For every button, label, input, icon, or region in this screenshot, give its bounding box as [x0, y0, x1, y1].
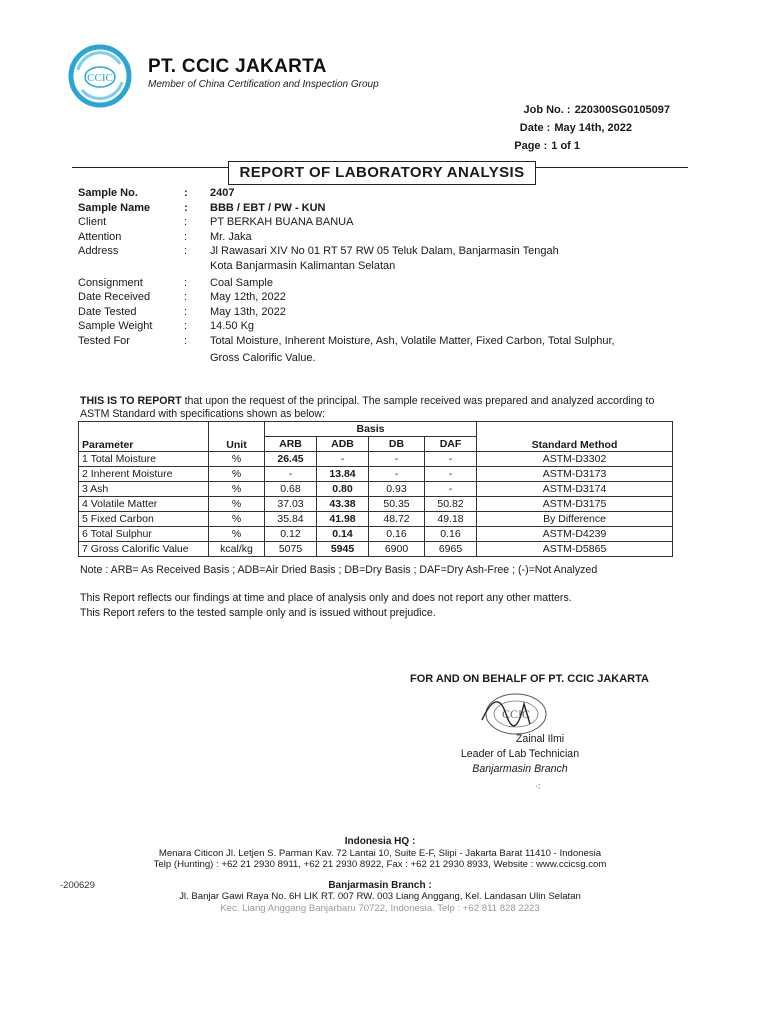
info-colon: :	[184, 305, 188, 318]
info-colon: :	[184, 216, 188, 229]
cell-db: 6900	[369, 542, 425, 557]
cell-arb: 26.45	[265, 452, 317, 467]
info-value: Gross Calorific Value.	[210, 351, 316, 364]
info-row	[78, 305, 678, 320]
info-colon: :	[184, 291, 188, 304]
cell-unit: %	[209, 467, 265, 482]
signer-name: Zainal Ilmi	[515, 733, 565, 745]
cell-unit: %	[209, 452, 265, 467]
cell-adb: 43.38	[317, 497, 369, 512]
cell-db: 0.16	[369, 527, 425, 542]
branch-title: Banjarmasin Branch :	[328, 879, 432, 891]
info-label: Sample Name	[78, 201, 151, 214]
info-colon	[184, 259, 210, 274]
cell-arb: 5075	[265, 542, 317, 557]
table-row	[79, 542, 673, 557]
cell-parameter: 3 Ash	[79, 482, 209, 497]
document-number: -200629	[60, 880, 95, 891]
info-label: Address	[78, 245, 119, 258]
cell-parameter: 5 Fixed Carbon	[79, 512, 209, 527]
cell-method: By Difference	[477, 512, 673, 527]
cell-daf: 6965	[425, 542, 477, 557]
ccic-logo	[68, 44, 132, 108]
info-value: 2407	[210, 187, 235, 199]
cell-parameter: 6 Total Sulphur	[79, 527, 209, 542]
header-daf: DAF	[425, 437, 477, 452]
info-colon	[184, 351, 210, 366]
header-parameter: Parameter	[79, 422, 209, 452]
report-meta	[470, 104, 670, 158]
signer-role: Leader of Lab Technician	[460, 748, 580, 760]
cell-parameter: 1 Total Moisture	[79, 452, 209, 467]
info-label: Sample Weight	[78, 320, 153, 333]
cell-arb: 37.03	[265, 497, 317, 512]
info-label	[78, 259, 184, 274]
table-row	[79, 527, 673, 542]
intro-lead: THIS IS TO REPORT	[80, 395, 182, 407]
info-colon: :	[184, 187, 188, 199]
info-value: Jl Rawasari XIV No 01 RT 57 RW 05 Teluk Dalam, Banjarmasin Tengah	[210, 245, 559, 258]
table-row	[79, 497, 673, 512]
cell-unit: %	[209, 512, 265, 527]
info-row	[78, 319, 678, 334]
remark-line: This Report reflects our findings at time and place of analysis only and does not report any other matters.	[80, 592, 572, 604]
cell-daf: -	[425, 467, 477, 482]
cell-method: ASTM-D4239	[477, 527, 673, 542]
cell-adb: 0.80	[317, 482, 369, 497]
remark-line: This Report refers to the tested sample only and is issued without prejudice.	[80, 607, 436, 619]
hq-address: Menara Citicon Jl. Letjen S. Parman Kav. 72 Lantai 10, Suite E-F, Slipi - Jakarta Barat 11410 - Indonesia	[158, 847, 602, 859]
info-row	[78, 186, 678, 201]
logo-text: CCIC	[87, 72, 113, 84]
info-row	[78, 201, 678, 216]
info-label: Sample No.	[78, 187, 138, 199]
basis-note: Note : ARB= As Received Basis ; ADB=Air Dried Basis ; DB=Dry Basis ; DAF=Dry Ash-Free ; (-)=Not Analyzed	[80, 564, 598, 576]
company-subtitle: Member of China Certification and Inspection Group	[148, 79, 379, 90]
table-row	[79, 482, 673, 497]
behalf-line: FOR AND ON BEHALF OF PT. CCIC JAKARTA	[410, 673, 649, 685]
page-label: Page :	[514, 140, 548, 152]
cell-db: -	[369, 467, 425, 482]
job-no-label: Job No. :	[523, 104, 571, 116]
cell-method: ASTM-D5865	[477, 542, 673, 557]
analysis-table	[78, 421, 673, 557]
cell-unit: %	[209, 497, 265, 512]
cell-db: -	[369, 452, 425, 467]
cell-adb: -	[317, 452, 369, 467]
cell-arb: 35.84	[265, 512, 317, 527]
cell-parameter: 7 Gross Calorific Value	[79, 542, 209, 557]
stray-mark: ⁖	[535, 782, 541, 793]
company-name: PT. CCIC JAKARTA	[148, 56, 327, 77]
cell-unit: %	[209, 527, 265, 542]
info-colon: :	[184, 276, 188, 289]
info-row	[78, 215, 678, 230]
branch-contact: Kec. Liang Anggang Banjarbaru 70722, Indonesia. Telp : +62 811 828 2223	[220, 902, 540, 914]
cell-daf: 50.82	[425, 497, 477, 512]
info-colon: :	[184, 230, 188, 243]
info-row	[78, 334, 678, 349]
info-value: PT BERKAH BUANA BANUA	[210, 216, 354, 229]
cell-unit: %	[209, 482, 265, 497]
report-intro	[80, 395, 680, 421]
info-label: Date Received	[78, 291, 151, 304]
date-value: May 14th, 2022	[554, 122, 632, 134]
cell-method: ASTM-D3175	[477, 497, 673, 512]
hq-contact: Telp (Hunting) : +62 21 2930 8911, +62 21 2930 8922, Fax : +62 21 2930 8933, Website : www.ccicsg.com	[153, 859, 607, 870]
branch-address: Jl. Banjar Gawi Raya No. 6H LIK RT. 007 RW. 003 Liang Anggang, Kel. Landasan Ulin Selatan	[179, 891, 581, 902]
info-label: Client	[78, 216, 107, 229]
cell-arb: 0.68	[265, 482, 317, 497]
cell-adb: 13.84	[317, 467, 369, 482]
info-value: BBB / EBT / PW - KUN	[210, 201, 326, 214]
info-value: 14.50 Kg	[210, 320, 255, 333]
cell-parameter: 4 Volatile Matter	[79, 497, 209, 512]
header-unit: Unit	[209, 422, 265, 452]
company-stamp	[478, 690, 550, 736]
cell-adb: 41.98	[317, 512, 369, 527]
cell-db: 0.93	[369, 482, 425, 497]
cell-daf: 0.16	[425, 527, 477, 542]
report-title: REPORT OF LABORATORY ANALYSIS	[228, 161, 536, 185]
cell-daf: -	[425, 452, 477, 467]
page-value: 1 of 1	[551, 140, 580, 152]
cell-db: 50.35	[369, 497, 425, 512]
cell-arb: 0.12	[265, 527, 317, 542]
cell-parameter: 2 Inherent Moisture	[79, 467, 209, 482]
sample-info	[78, 186, 678, 365]
intro-text: that upon the request of the principal. The sample received was prepared and analyzed according to ASTM Standard with specifications shown as below:	[80, 395, 655, 420]
table-row	[79, 467, 673, 482]
cell-method: ASTM-D3173	[477, 467, 673, 482]
table-row	[79, 452, 673, 467]
hq-title: Indonesia HQ :	[344, 836, 416, 847]
cell-daf: -	[425, 482, 477, 497]
header-arb: ARB	[265, 437, 317, 452]
cell-adb: 0.14	[317, 527, 369, 542]
cell-unit: kcal/kg	[209, 542, 265, 557]
cell-method: ASTM-D3302	[477, 452, 673, 467]
info-colon: :	[184, 201, 188, 214]
info-colon: :	[184, 334, 188, 347]
header-basis: Basis	[265, 422, 477, 437]
stamp-text: CCIC	[501, 707, 531, 721]
info-value: Mr. Jaka	[210, 230, 252, 243]
date-label: Date :	[519, 122, 551, 134]
table-row	[79, 512, 673, 527]
info-label: Date Tested	[78, 305, 137, 318]
cell-adb: 5945	[317, 542, 369, 557]
info-row	[78, 244, 678, 259]
header-adb: ADB	[317, 437, 369, 452]
cell-db: 48.72	[369, 512, 425, 527]
info-label: Attention	[78, 230, 122, 243]
info-label: Consignment	[78, 276, 143, 289]
info-value: Coal Sample	[210, 276, 273, 289]
footer	[100, 836, 660, 914]
info-row	[78, 230, 678, 245]
remarks	[80, 591, 680, 621]
signer-block	[420, 732, 620, 777]
info-colon: :	[184, 245, 188, 258]
info-value: Kota Banjarmasin Kalimantan Selatan	[210, 259, 396, 272]
info-value: Total Moisture, Inherent Moisture, Ash, Volatile Matter, Fixed Carbon, Total Sulphur,	[210, 334, 615, 347]
job-no-value: 220300SG0105097	[574, 104, 670, 116]
info-label	[78, 351, 184, 366]
info-value: May 12th, 2022	[210, 291, 286, 304]
cell-method: ASTM-D3174	[477, 482, 673, 497]
header-db: DB	[369, 437, 425, 452]
signer-branch: Banjarmasin Branch	[472, 763, 568, 775]
info-row	[78, 259, 678, 274]
info-row	[78, 276, 678, 291]
header-standard-method: Standard Method	[477, 422, 673, 452]
info-row	[78, 351, 678, 366]
cell-arb: -	[265, 467, 317, 482]
info-value: May 13th, 2022	[210, 305, 286, 318]
info-row	[78, 290, 678, 305]
cell-daf: 49.18	[425, 512, 477, 527]
info-label: Tested For	[78, 334, 130, 347]
info-colon: :	[184, 320, 188, 333]
